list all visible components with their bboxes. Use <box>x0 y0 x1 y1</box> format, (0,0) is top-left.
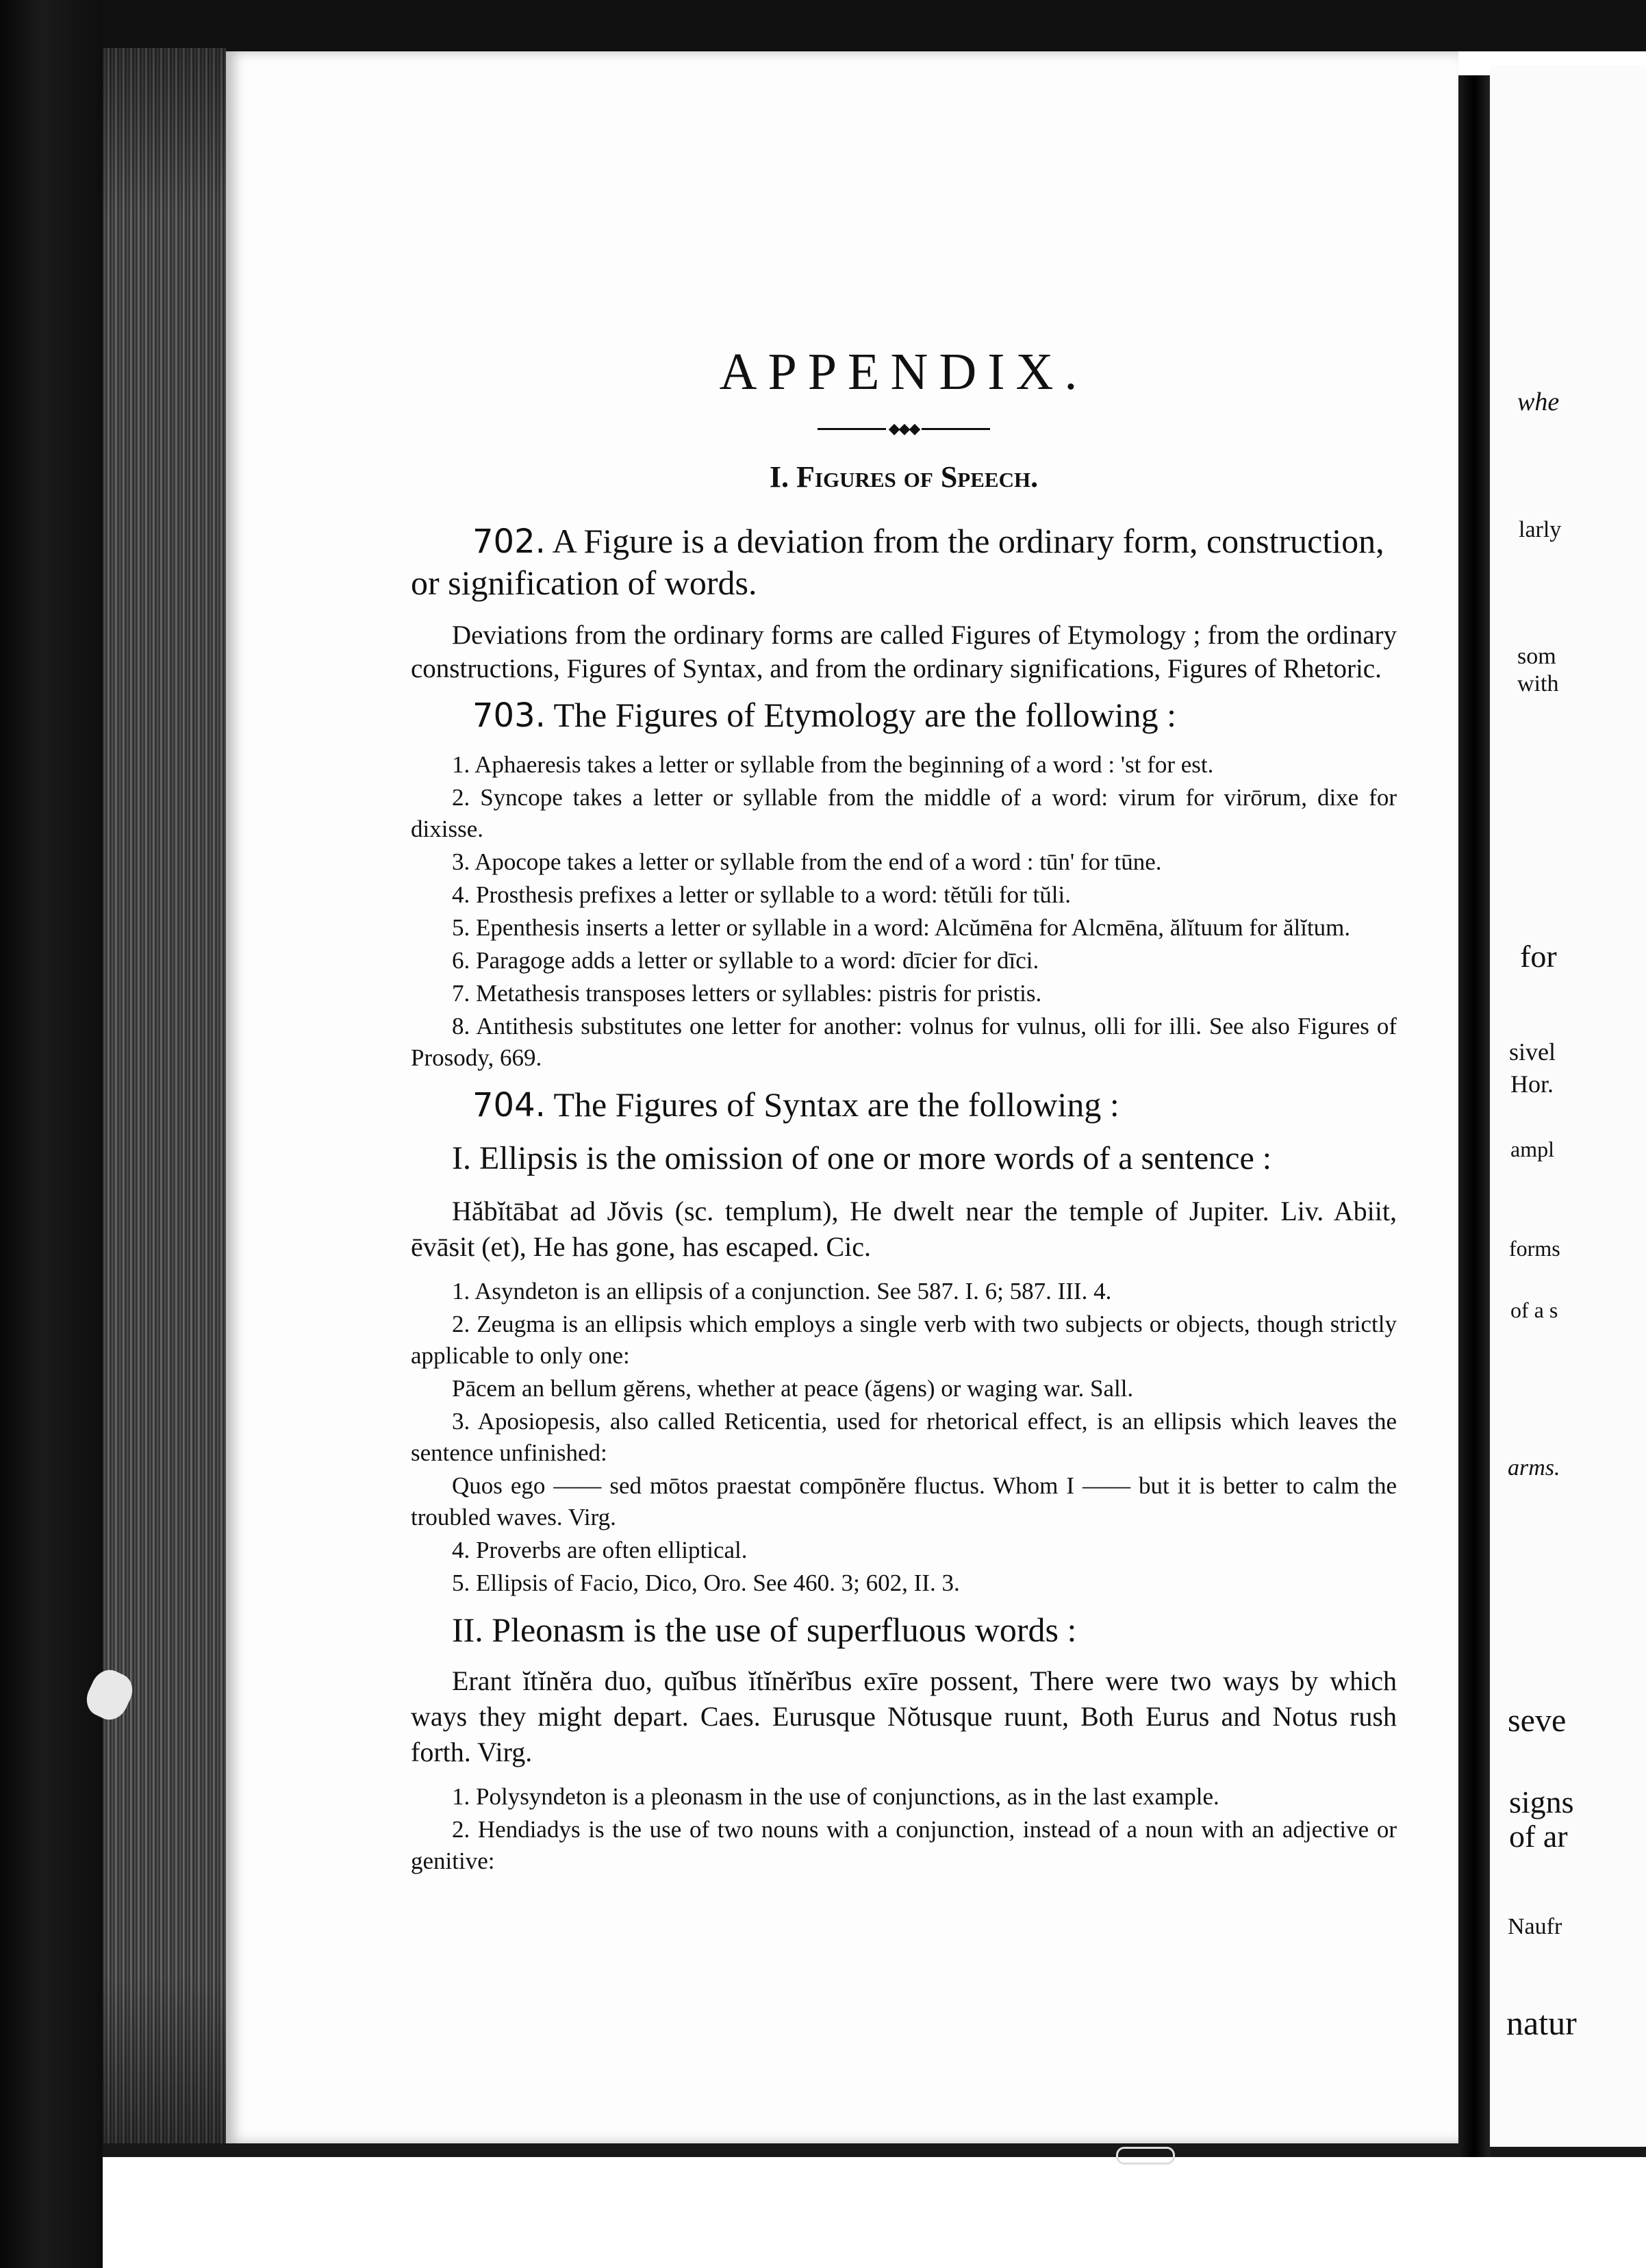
fragment-text: for <box>1520 939 1557 974</box>
list-item: 4. Prosthesis prefixes a letter or syllable to a word: tĕtŭli for tŭli. <box>452 881 1071 908</box>
paragraph-702-note: Deviations from the ordinary forms are called Figures of Etymology ; from the ordinary constructions, Figures of Syntax, and from the ordinary significations, Figures of Rhetoric. <box>411 620 1397 683</box>
book-spine-shadow <box>0 0 103 2268</box>
list-item: 4. Proverbs are often elliptical. <box>452 1537 748 1563</box>
pleonasm-list <box>411 1781 1397 1877</box>
list-item: 1. Polysyndeton is a pleonasm in the use of conjunctions, as in the last example. <box>452 1783 1219 1810</box>
page-content <box>411 342 1397 1878</box>
right-page-fragment <box>1490 65 1646 2147</box>
paragraph-702 <box>411 520 1397 603</box>
ellipsis-list <box>411 1276 1397 1599</box>
list-item: 2. Hendiadys is the use of two nouns with a conjunction, instead of a noun with an adjective or genitive: <box>411 1816 1397 1874</box>
pleonasm-example: Erant ĭtĭnĕra duo, quĭbus ĭtĭnĕrĭbus exīre possent, There were two ways by which ways they might depart. Caes. Eurusque Nŏtusque ruunt, Both Eurus and Notus rush forth. Virg. <box>411 1665 1397 1767</box>
list-item: Quos ego —— sed mōtos praestat compōnĕre fluctus. Whom I —— but it is better to calm the troubled waves. Virg. <box>411 1472 1397 1530</box>
fragment-text: Hor. <box>1510 1070 1554 1098</box>
paragraph-703 <box>411 694 1397 737</box>
paragraph-number: 704. <box>472 1086 546 1124</box>
paragraph-number: 702. <box>472 522 546 561</box>
fragment-text: seve <box>1508 1702 1567 1739</box>
ellipsis-example: Hăbĭtābat ad Jŏvis (sc. templum), He dwelt near the temple of Jupiter. Liv. Abiit, ēvāsit (et), He has gone, has escaped. Cic. <box>411 1196 1397 1262</box>
paragraph-704 <box>411 1083 1397 1126</box>
list-item: Pācem an bellum gĕrens, whether at peace (ăgens) or waging war. Sall. <box>452 1375 1134 1402</box>
paragraph-text: A Figure is a deviation from the ordinary form, construction, or signification of words. <box>411 522 1384 602</box>
binding-staple <box>1116 2147 1175 2165</box>
fragment-text: sivel <box>1509 1038 1556 1066</box>
fragment-text: Naufr <box>1508 1914 1562 1939</box>
fragment-text: of a s <box>1510 1298 1558 1322</box>
fragment-text: arms. <box>1508 1455 1560 1480</box>
section-heading: I. Figures of Speech. <box>769 460 1039 494</box>
fragment-text: forms <box>1509 1236 1560 1261</box>
title-ornament: ◆◆◆ <box>411 420 1397 438</box>
paragraph-number: 703. <box>472 696 546 735</box>
list-item: 6. Paragoge adds a letter or syllable to a word: dīcier for dīci. <box>452 947 1039 974</box>
book-gutter <box>1458 75 1490 2157</box>
fragment-text: natur <box>1506 2004 1577 2042</box>
fragment-text: of ar <box>1509 1819 1568 1854</box>
list-item: 5. Epenthesis inserts a letter or syllable in a word: Alcŭmēna for Alcmēna, ălĭtuum for ălĭtum. <box>452 914 1351 941</box>
fragment-text: som <box>1517 644 1556 669</box>
list-item: 8. Antithesis substitutes one letter for another: volnus for vulnus, olli for illi. See also Figures of Prosody, 669. <box>411 1013 1397 1071</box>
page-title: APPENDIX. <box>719 343 1089 401</box>
list-item: 3. Apocope takes a letter or syllable from the end of a word : tūn' for tūne. <box>452 848 1162 875</box>
pleonasm-heading: II. Pleonasm is the use of superfluous words : <box>452 1611 1077 1649</box>
list-item: 5. Ellipsis of Facio, Dico, Oro. See 460. 3; 602, II. 3. <box>452 1570 960 1596</box>
list-item: 7. Metathesis transposes letters or syllables: pistris for pristis. <box>452 980 1042 1007</box>
paragraph-text: The Figures of Syntax are the following : <box>553 1085 1119 1124</box>
ellipsis-heading: I. Ellipsis is the omission of one or more words of a sentence : <box>452 1140 1272 1176</box>
fragment-text: ampl <box>1510 1137 1554 1161</box>
scan-bottom-border <box>103 2143 1646 2157</box>
fragment-text: whe <box>1517 388 1560 416</box>
page-edges <box>103 48 226 2143</box>
fragment-text: with <box>1517 671 1559 696</box>
etymology-list <box>411 749 1397 1074</box>
fragment-text: larly <box>1519 517 1562 542</box>
list-item: 3. Aposiopesis, also called Reticentia, used for rhetorical effect, is an ellipsis which leaves the sentence unfinished: <box>411 1408 1397 1466</box>
paragraph-text: The Figures of Etymology are the following : <box>553 696 1177 734</box>
list-item: 1. Aphaeresis takes a letter or syllable from the beginning of a word : 'st for est. <box>452 751 1214 778</box>
list-item: 2. Zeugma is an ellipsis which employs a single verb with two subjects or objects, though strictly applicable to only one: <box>411 1311 1397 1369</box>
list-item: 1. Asyndeton is an ellipsis of a conjunction. See 587. I. 6; 587. III. 4. <box>452 1278 1112 1305</box>
fragment-text: signs <box>1509 1785 1574 1819</box>
list-item: 2. Syncope takes a letter or syllable from the middle of a word: virum for virōrum, dixe for dixisse. <box>411 784 1397 842</box>
scan-top-border <box>103 0 1646 51</box>
